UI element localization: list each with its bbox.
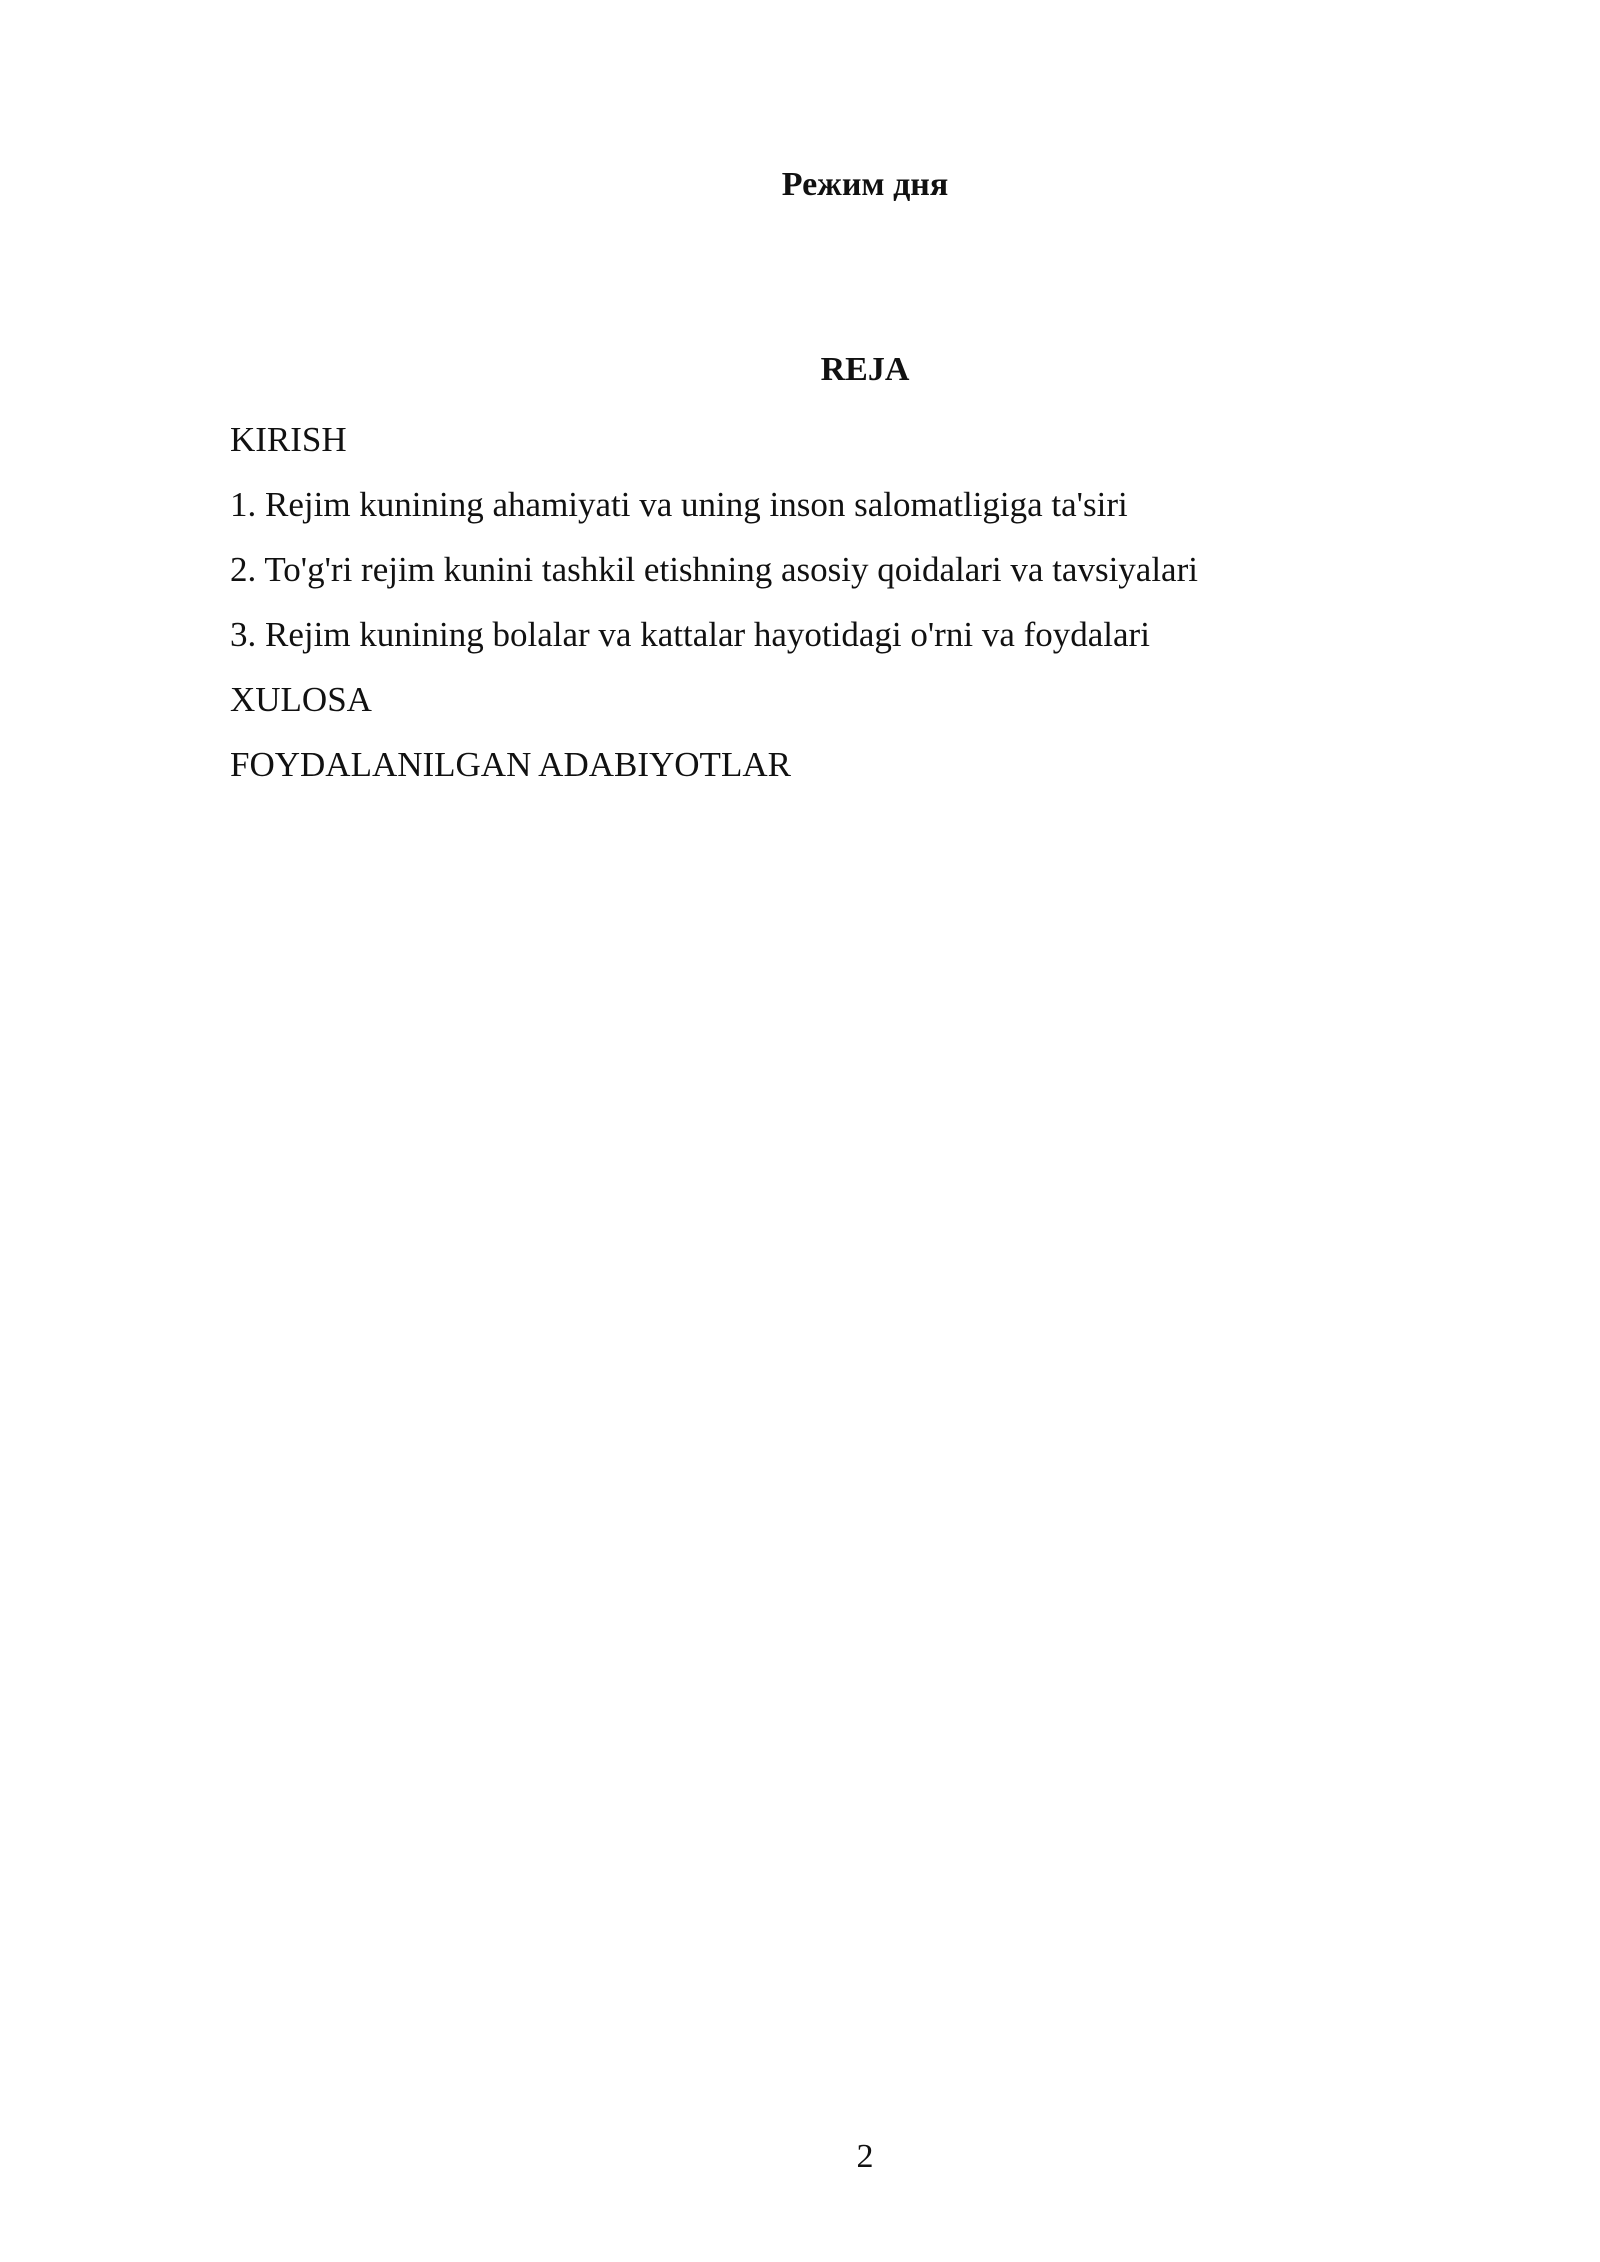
plan-item-conclusion: XULOSA xyxy=(230,680,372,719)
plan-item-introduction: KIRISH xyxy=(230,420,347,459)
plan-list xyxy=(230,420,1430,810)
plan-item-references: FOYDALANILGAN ADABIYOTLAR xyxy=(230,745,791,784)
plan-item-section-2: 2. To'g'ri rejim kunini tashkil etishning asosiy qoidalari va tavsiyalari xyxy=(230,550,1198,589)
plan-item-section-3: 3. Rejim kunining bolalar va kattalar hayotidagi o'rni va foydalari xyxy=(230,615,1150,654)
document-title: Режим дня xyxy=(781,166,949,203)
plan-heading: REJA xyxy=(820,351,910,388)
page-number: 2 xyxy=(856,2138,874,2175)
plan-item-section-1: 1. Rejim kunining ahamiyati va uning inson salomatligiga ta'siri xyxy=(230,485,1128,524)
